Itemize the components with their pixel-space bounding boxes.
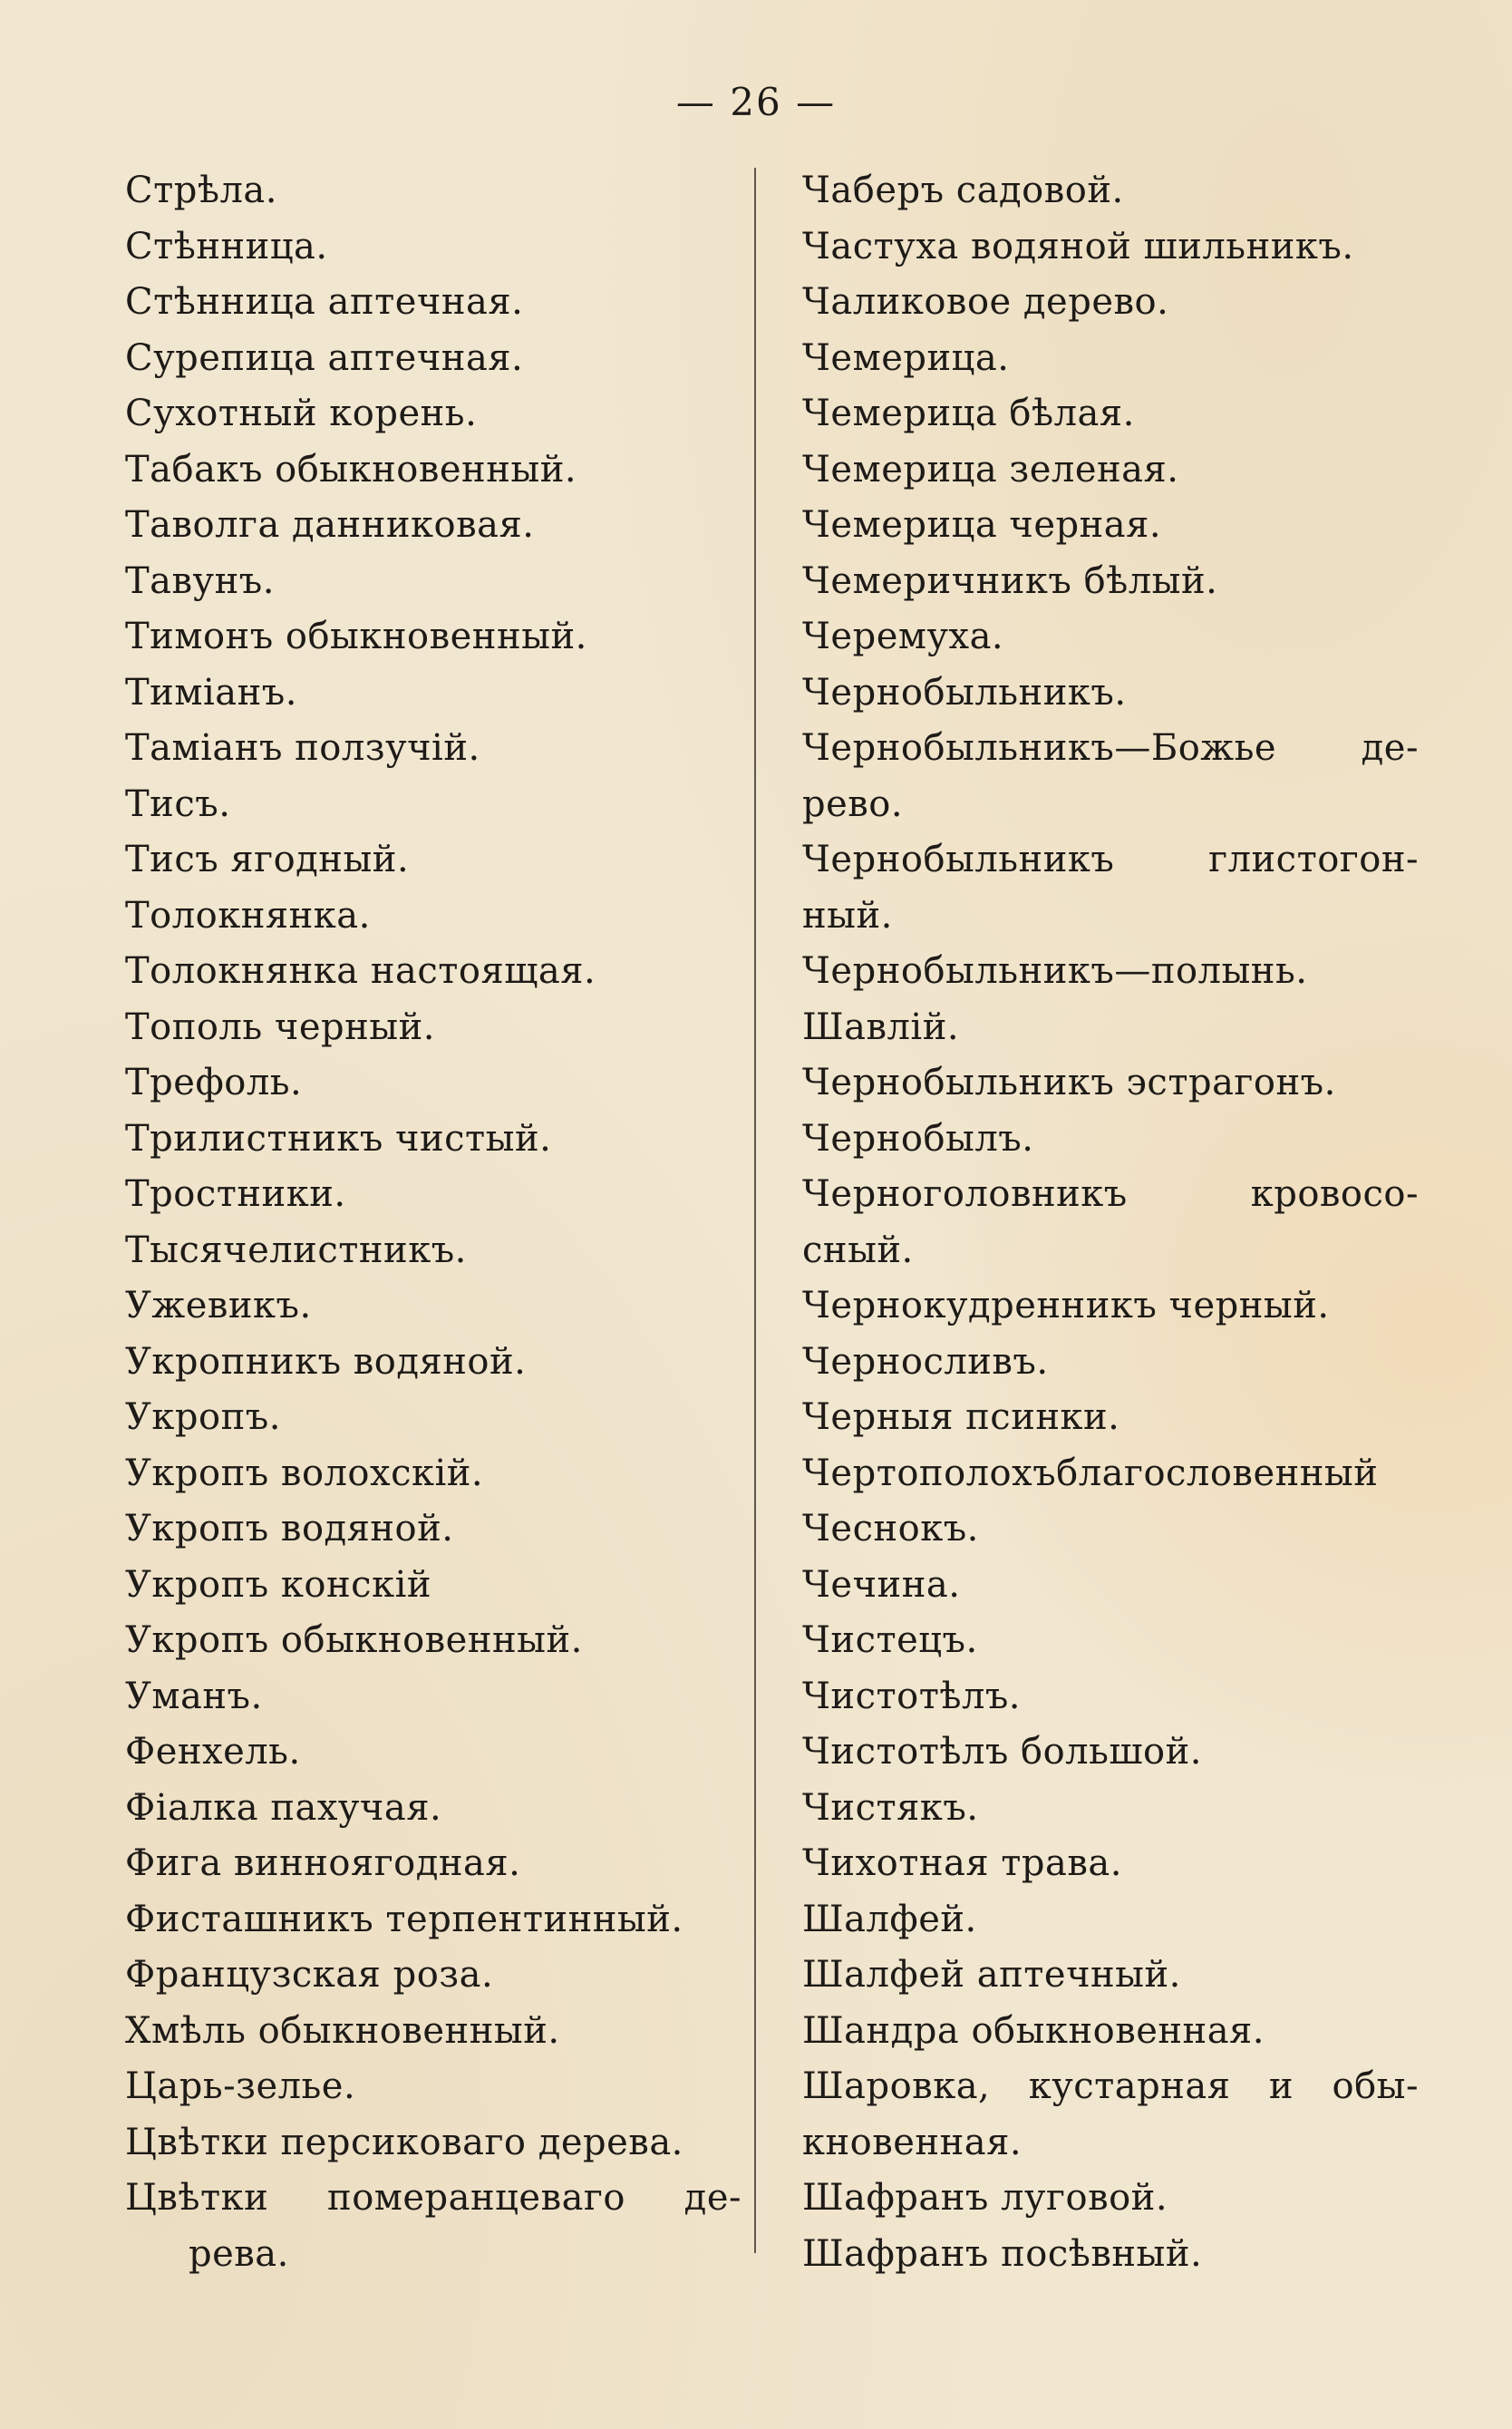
list-item: Фисташникъ терпентинный. bbox=[125, 1898, 683, 1940]
list-item: Фенхель. bbox=[125, 1731, 301, 1773]
page-number: — 26 — bbox=[675, 80, 837, 124]
list-item: Чемерица бѣлая. bbox=[802, 393, 1135, 434]
list-item: Тисъ ягодный. bbox=[125, 839, 410, 880]
list-item: Чаликовое дерево. bbox=[802, 281, 1169, 323]
list-item: Шавлій. bbox=[802, 1006, 960, 1048]
list-item: Тополь черный. bbox=[125, 1006, 435, 1048]
list-item-line: Черноголовникъ кровосо- bbox=[802, 1173, 1419, 1215]
list-item: Тисъ. bbox=[125, 782, 231, 825]
list-item: Чемеричникъ бѣлый. bbox=[802, 559, 1218, 602]
list-item: Чемерица зеленая. bbox=[802, 448, 1179, 491]
list-item: Чернобыльникъ—полынь. bbox=[802, 950, 1308, 992]
list-item: Чернобыльникъ эстрагонъ. bbox=[802, 1062, 1336, 1103]
list-item: Черносливъ. bbox=[802, 1340, 1049, 1383]
list-item: Трилистникъ чистый. bbox=[125, 1117, 552, 1160]
list-item: Чернокудренникъ черный. bbox=[802, 1285, 1330, 1326]
list-item: Уманъ. bbox=[125, 1675, 263, 1717]
list-item: Черемуха. bbox=[802, 616, 1004, 657]
list-item: Чистотѣлъ. bbox=[802, 1675, 1022, 1717]
list-item: Укропникъ водяной. bbox=[125, 1340, 527, 1383]
list-item: Чеснокъ. bbox=[802, 1508, 979, 1550]
list-item: Хмѣль обыкновенный. bbox=[125, 2009, 560, 2052]
list-item: Тиміанъ. bbox=[125, 671, 297, 714]
list-item: Стрѣла. bbox=[125, 170, 277, 211]
list-item: Шафранъ посѣвный. bbox=[802, 2232, 1203, 2275]
list-item: Тысячелистникъ. bbox=[125, 1229, 467, 1271]
list-item: Чернобыльникъ. bbox=[802, 671, 1127, 714]
list-item: Чистотѣлъ большой. bbox=[802, 1731, 1203, 1773]
list-item-line: Чернобыльникъ глистогон- bbox=[802, 839, 1419, 880]
list-item: Укропъ водяной. bbox=[125, 1508, 454, 1550]
list-item-continuation: кновенная. bbox=[802, 2121, 1023, 2163]
list-item: Тавунъ. bbox=[125, 559, 275, 602]
list-item: Французская роза. bbox=[125, 1954, 494, 1996]
list-item: Стѣнница. bbox=[125, 225, 328, 267]
list-item: Чаберъ садовой. bbox=[802, 170, 1124, 211]
list-item: Тростники. bbox=[125, 1173, 346, 1215]
list-item: Шалфей аптечный. bbox=[802, 1954, 1181, 1996]
list-item bbox=[802, 721, 1419, 832]
list-item: Укропъ обыкновенный. bbox=[125, 1619, 583, 1661]
right-column bbox=[802, 163, 1419, 2282]
list-item: Табакъ обыкновенный. bbox=[125, 448, 577, 491]
list-item: Шафранъ луговой. bbox=[802, 2177, 1168, 2219]
list-item: Фига винноягодная. bbox=[125, 1842, 521, 1884]
list-item: Укропъ. bbox=[125, 1396, 281, 1438]
list-item: Сурепица аптечная. bbox=[125, 336, 524, 379]
list-item: Чемерица. bbox=[802, 336, 1010, 379]
list-item: Черныя псинки. bbox=[802, 1396, 1120, 1438]
list-item: Сухотный корень. bbox=[125, 393, 478, 434]
list-item-line: Чернобыльникъ—Божье де- bbox=[802, 727, 1419, 769]
list-item: Частуха водяной шильникъ. bbox=[802, 225, 1354, 267]
list-item: Ужевикъ. bbox=[125, 1285, 312, 1326]
list-item-continuation: сный. bbox=[802, 1229, 914, 1271]
list-item-continuation: ный. bbox=[802, 894, 893, 937]
list-item: Шалфей. bbox=[802, 1898, 977, 1940]
list-item: Укропъ волохскій. bbox=[125, 1452, 484, 1494]
list-item: Чернобылъ. bbox=[802, 1117, 1034, 1160]
list-item: Чистякъ. bbox=[802, 1786, 979, 1829]
left-column bbox=[125, 163, 741, 2282]
list-item: Цвѣтки персиковаго дерева. bbox=[125, 2121, 683, 2163]
list-item: Фіалка пахучая. bbox=[125, 1786, 442, 1829]
list-item: Укропъ конскій bbox=[125, 1563, 432, 1606]
list-item bbox=[802, 1167, 1419, 1278]
list-item: Толокнянка настоящая. bbox=[125, 950, 596, 992]
list-item bbox=[125, 2171, 741, 2282]
list-item: Тимонъ обыкновенный. bbox=[125, 616, 587, 657]
list-item: Чертополохъблагословенный bbox=[802, 1452, 1379, 1494]
list-item-continuation: рево. bbox=[802, 782, 904, 825]
list-item: Чистецъ. bbox=[802, 1619, 978, 1661]
list-item bbox=[802, 2059, 1419, 2171]
list-item: Толокнянка. bbox=[125, 894, 371, 937]
list-item: Трефоль. bbox=[125, 1062, 303, 1103]
column-divider bbox=[754, 168, 756, 2253]
list-item bbox=[802, 832, 1419, 944]
list-item: Чихотная трава. bbox=[802, 1842, 1122, 1884]
list-item: Чемерица черная. bbox=[802, 504, 1162, 546]
list-item: Чечина. bbox=[802, 1563, 961, 1606]
list-item-continuation: рева. bbox=[189, 2232, 289, 2275]
list-item: Шандра обыкновенная. bbox=[802, 2009, 1265, 2052]
list-item: Стѣнница аптечная. bbox=[125, 281, 524, 323]
list-item: Таміанъ ползучій. bbox=[125, 727, 480, 769]
list-item: Царь-зелье. bbox=[125, 2065, 356, 2107]
list-item-line: Шаровка, кустарная и обы- bbox=[802, 2065, 1419, 2107]
list-item-line: Цвѣтки померанцеваго де- bbox=[125, 2177, 741, 2219]
list-item: Таволга данниковая. bbox=[125, 504, 535, 546]
